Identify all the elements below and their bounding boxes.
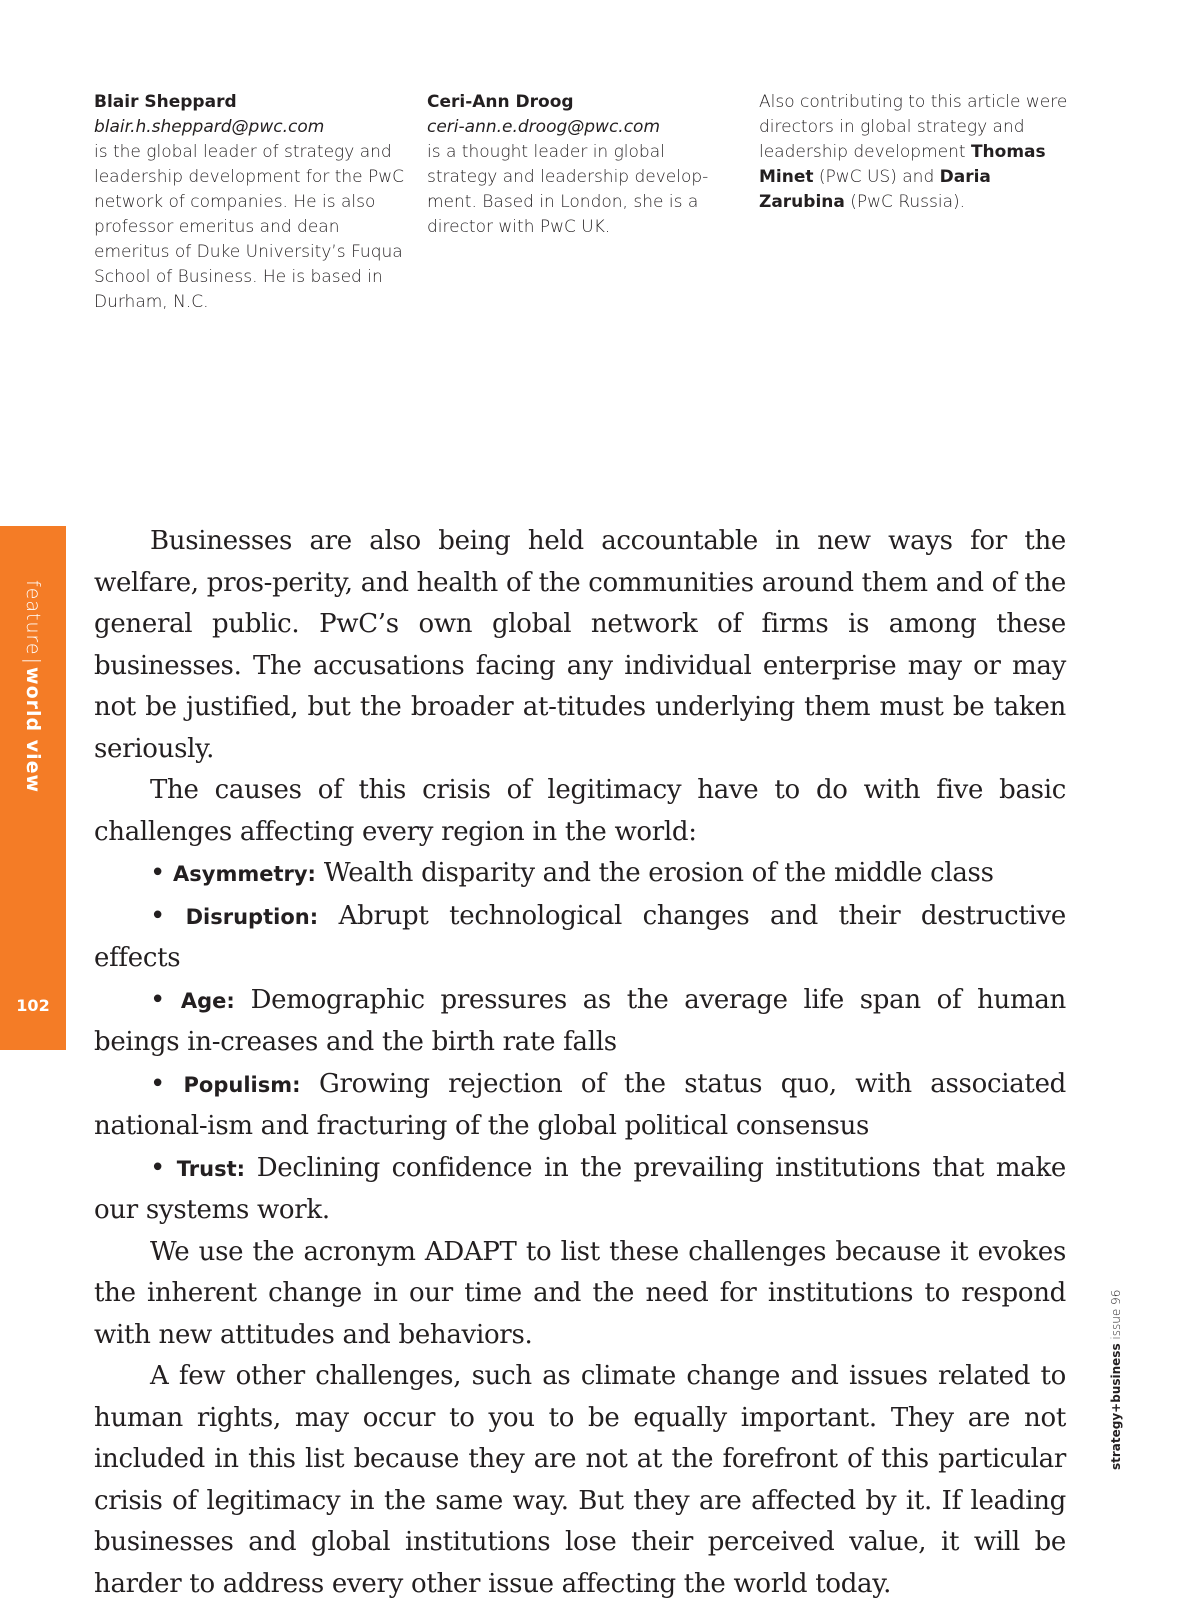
bullet-text: Declining confidence in the prevailing institutions that make our systems work. — [94, 1152, 1066, 1225]
contributor-blair-sheppard — [94, 90, 414, 315]
bullet-text: Abrupt technological changes and their destructive effects — [94, 900, 1066, 973]
page-number: 102 — [16, 996, 50, 1015]
bullet-text: Wealth disparity and the erosion of the middle class — [315, 858, 994, 888]
publication-name: strategy+business — [1109, 1343, 1123, 1470]
also-contributing-text-middle: (PwC US) and — [813, 167, 940, 187]
bullet-text: Growing rejection of the status quo, with associated national-ism and fracturing of the global political consensus — [94, 1068, 1066, 1141]
article-paragraph-4: A few other challenges, such as climate change and issues related to human rights, may occur to you to be equally important. They are not included in this list because they are not at the forefront of this particular crisis of legitimacy in the same way. But they are affected by it. If leading businesses and global institutions lose their perceived value, it will be harder to address every other issue affecting the world today. — [94, 1361, 1066, 1599]
section-tab-label — [22, 580, 44, 793]
article-paragraph-3: We use the acronym ADAPT to list these challenges because it evokes the inherent change in our time and the need for institutions to respond with new attitudes and behaviors. — [94, 1236, 1066, 1350]
also-contributing-text-after: (PwC Russia). — [844, 192, 966, 212]
contributor-name: Ceri-Ann Droog — [427, 92, 574, 112]
section-topic: world view — [22, 667, 44, 794]
issue-number: issue 96 — [1109, 1289, 1123, 1340]
section-separator: | — [22, 657, 44, 666]
contributor-email[interactable]: ceri-ann.e.droog@pwc.com — [427, 117, 661, 137]
contributor-bio: is the global leader of strategy and leadership development for the PwC network of companies. He is also professor emeritus and dean emeritus of Duke University’s Fuqua School of Business. He is based in Durham, N.C. — [94, 142, 405, 312]
section-name: feature — [22, 580, 44, 656]
bullet-lead: Asymmetry: — [173, 862, 316, 886]
also-contributing-text-before: Also contributing to this article were directors in global strategy and leadership development — [759, 92, 1068, 162]
article-paragraph-2: The causes of this crisis of legitimacy have to do with five basic challenges affecting every region in the world: — [94, 775, 1066, 847]
contributor-bio: is a thought leader in global strategy and leadership develop-ment. Based in London, she is a director with PwC UK. — [427, 142, 709, 237]
bullet-trust — [94, 1148, 1066, 1232]
contributor-name: Blair Sheppard — [94, 92, 237, 112]
bullet-lead: Trust: — [176, 1156, 246, 1181]
bullet-mark: • — [150, 984, 166, 1015]
also-contributing-note — [759, 90, 1069, 215]
bullet-mark: • — [150, 858, 166, 888]
bullet-disruption — [94, 896, 1066, 980]
bullet-populism — [94, 1064, 1066, 1148]
contributor-ceri-ann-droog — [427, 90, 737, 240]
bullet-lead: Age: — [180, 988, 235, 1013]
bullet-mark: • — [150, 1152, 166, 1183]
bullet-mark: • — [150, 900, 166, 931]
article-body — [94, 521, 1066, 1605]
contributor-email[interactable]: blair.h.sheppard@pwc.com — [94, 117, 325, 137]
also-contributing-name-2: Daria Zarubina — [759, 167, 991, 212]
bullet-lead: Disruption: — [185, 904, 319, 929]
bullet-lead: Populism: — [183, 1072, 301, 1097]
article-paragraph-1: Businesses are also being held accountable in new ways for the welfare, pros-perity, and health of the communities around them and of the general public. PwC’s own global network of firms is among these businesses. The accusations facing any individual enterprise may or may not be justified, but the broader at-titudes underlying them must be taken seriously. — [94, 526, 1066, 764]
running-footer — [1109, 1290, 1123, 1470]
also-contributing-name-1: Thomas Minet — [759, 142, 1046, 187]
bullet-age — [94, 980, 1066, 1064]
bullet-asymmetry — [94, 853, 1066, 896]
bullet-mark: • — [150, 1068, 166, 1099]
bullet-text: Demographic pressures as the average life span of human beings in-creases and the birth rate falls — [94, 984, 1066, 1057]
